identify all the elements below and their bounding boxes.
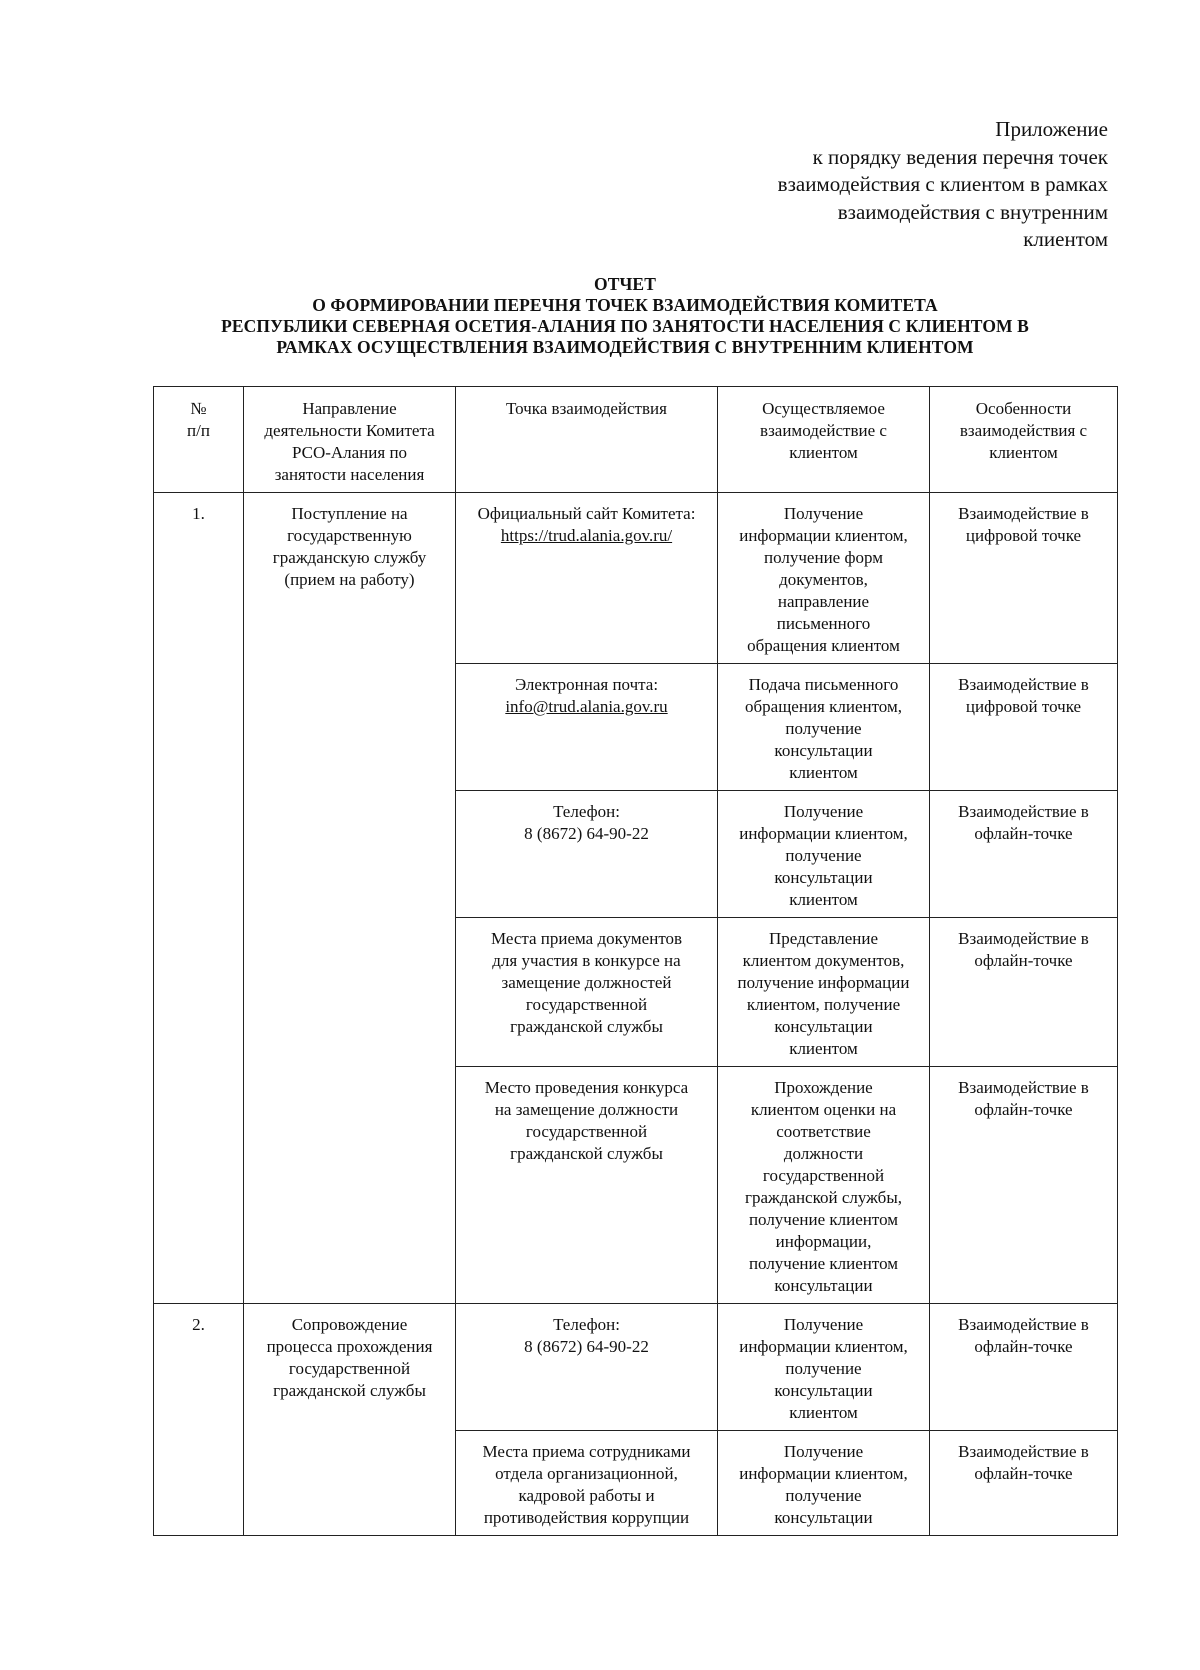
point-cell: Официальный сайт Комитета: https://trud.alania.gov.ru/ [456,493,718,664]
point-cell: Телефон: 8 (8672) 64-90-22 [456,791,718,918]
header-number: № п/п [154,387,244,493]
features-cell: Взаимодействие в офлайн-точке [930,1304,1118,1431]
point-cell: Телефон: 8 (8672) 64-90-22 [456,1304,718,1431]
title-line: РЕСПУБЛИКИ СЕВЕРНАЯ ОСЕТИЯ-АЛАНИЯ ПО ЗАНЯТОСТИ НАСЕЛЕНИЯ С КЛИЕНТОМ В [221,316,1029,336]
row-number: 2. [154,1304,244,1536]
header-interaction: Осуществляемое взаимодействие с клиентом [718,387,930,493]
appendix-line: клиентом [1023,227,1108,251]
interaction-cell: Подача письменного обращения клиентом, получение консультации клиентом [718,664,930,791]
report-title [150,274,1100,358]
features-cell: Взаимодействие в офлайн-точке [930,1067,1118,1304]
direction-cell: Сопровождение процесса прохождения государственной гражданской службы [244,1304,456,1536]
point-cell: Места приема документов для участия в конкурсе на замещение должностей государственной гражданской службы [456,918,718,1067]
interaction-cell: Представление клиентом документов, получение информации клиентом, получение консультации клиентом [718,918,930,1067]
point-cell: Место проведения конкурса на замещение должности государственной гражданской службы [456,1067,718,1304]
header-features: Особенности взаимодействия с клиентом [930,387,1118,493]
point-cell: Электронная почта: info@trud.alania.gov.ru [456,664,718,791]
title-line: О ФОРМИРОВАНИИ ПЕРЕЧНЯ ТОЧЕК ВЗАИМОДЕЙСТВИЯ КОМИТЕТА [312,295,938,315]
appendix-line: Приложение [995,117,1108,141]
interaction-cell: Прохождение клиентом оценки на соответствие должности государственной гражданской службы, получение клиентом информации, получение клиентом консультации [718,1067,930,1304]
title-line: РАМКАХ ОСУЩЕСТВЛЕНИЯ ВЗАИМОДЕЙСТВИЯ С ВНУТРЕННИМ КЛИЕНТОМ [276,337,974,357]
table-row [154,493,1118,664]
interaction-cell: Получение информации клиентом, получение консультации клиентом [718,791,930,918]
interaction-cell: Получение информации клиентом, получение консультации [718,1431,930,1536]
features-cell: Взаимодействие в цифровой точке [930,493,1118,664]
email-link[interactable]: info@trud.alania.gov.ru [505,697,668,716]
report-table [153,386,1118,1536]
point-cell: Места приема сотрудниками отдела организационной, кадровой работы и противодействия коррупции [456,1431,718,1536]
direction-cell: Поступление на государственную гражданскую службу (прием на работу) [244,493,456,1304]
features-cell: Взаимодействие в офлайн-точке [930,918,1118,1067]
appendix-note [778,116,1108,254]
title-line: ОТЧЕТ [594,274,656,294]
table-row [154,1304,1118,1431]
header-direction: Направление деятельности Комитета РСО-Алания по занятости населения [244,387,456,493]
appendix-line: к порядку ведения перечня точек [812,144,1108,169]
features-cell: Взаимодействие в цифровой точке [930,664,1118,791]
interaction-cell: Получение информации клиентом, получение консультации клиентом [718,1304,930,1431]
row-number: 1. [154,493,244,1304]
features-cell: Взаимодействие в офлайн-точке [930,1431,1118,1536]
header-point: Точка взаимодействия [456,387,718,493]
features-cell: Взаимодействие в офлайн-точке [930,791,1118,918]
table-header-row [154,387,1118,493]
appendix-line: взаимодействия с внутренним [837,199,1108,224]
interaction-cell: Получение информации клиентом, получение форм документов, направление письменного обращения клиентом [718,493,930,664]
appendix-line: взаимодействия с клиентом в рамках [777,172,1108,196]
website-link[interactable]: https://trud.alania.gov.ru/ [500,526,673,545]
